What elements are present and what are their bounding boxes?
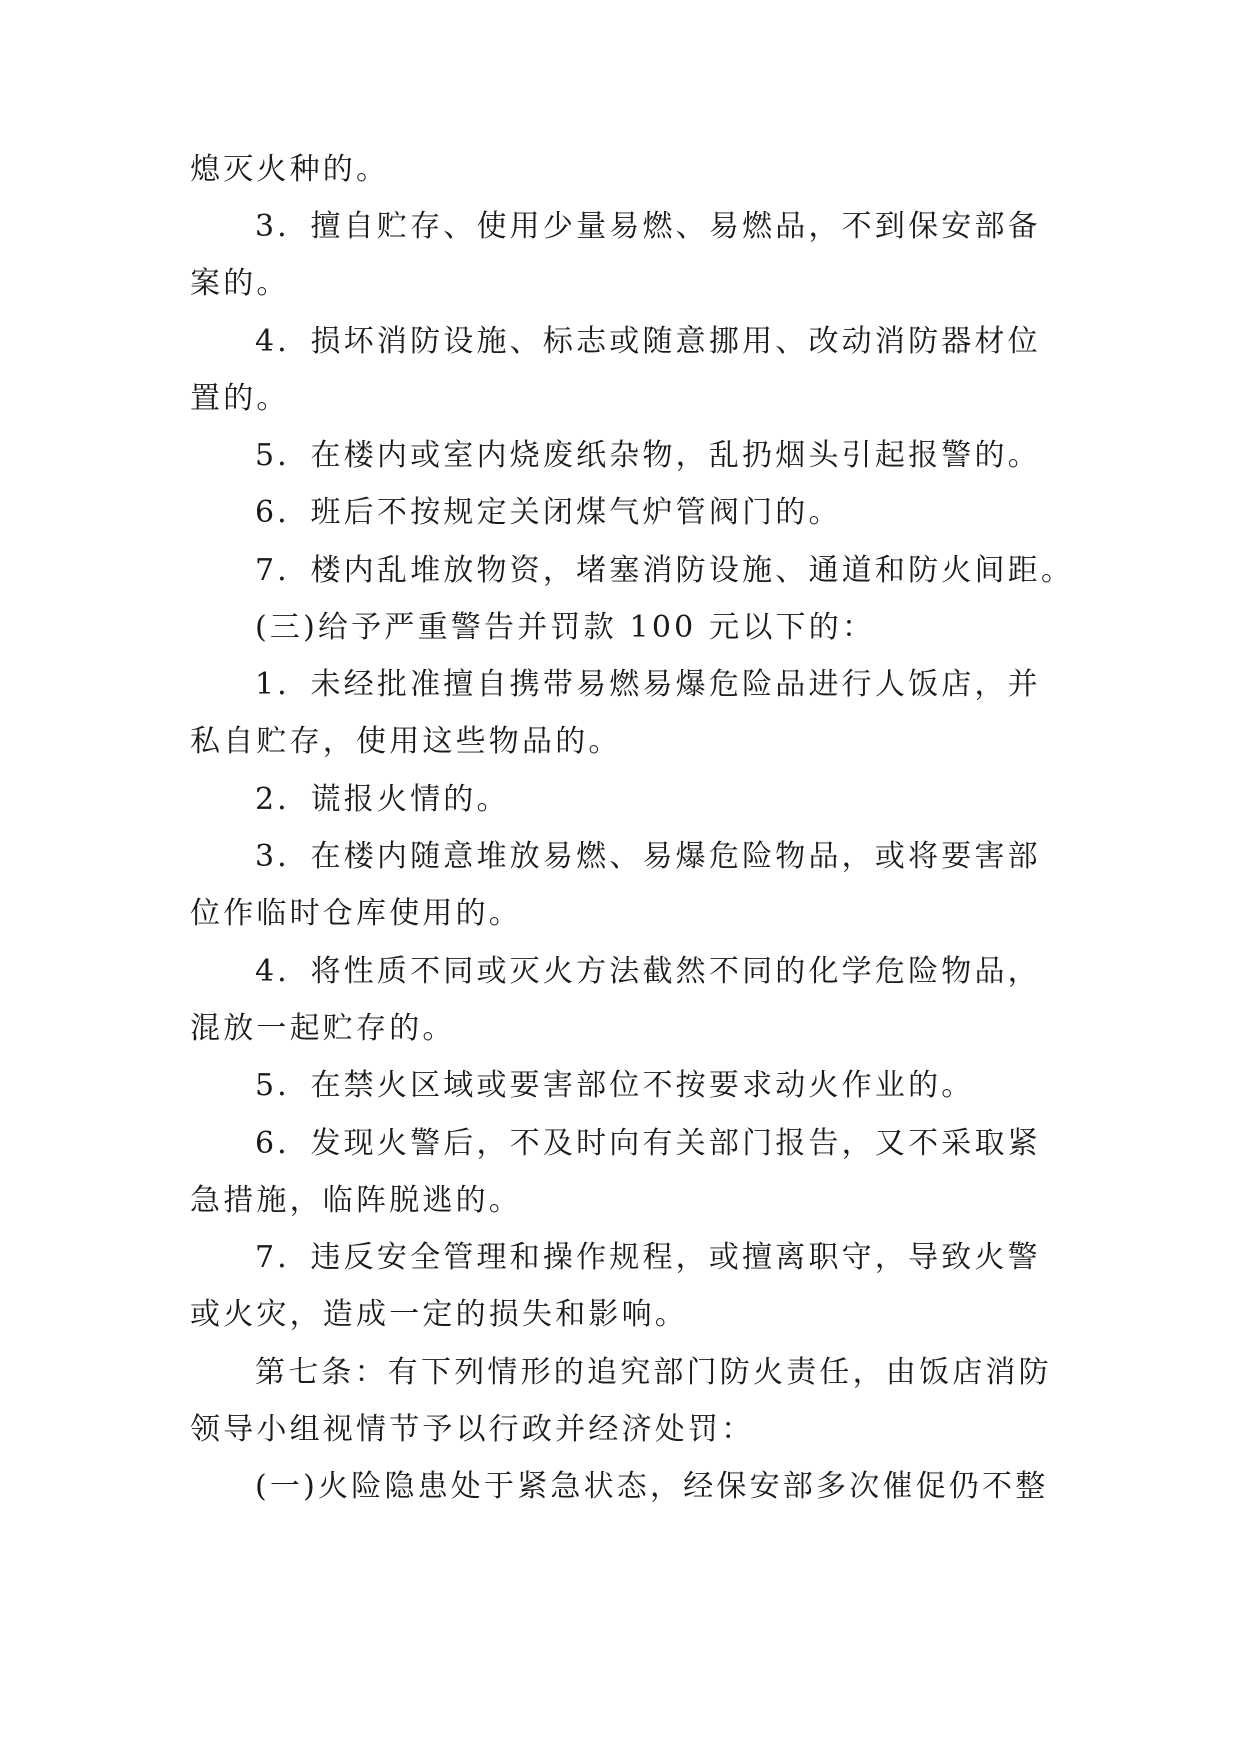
text-line: 7．违反安全管理和操作规程，或擅离职守，导致火警 [255,1240,1041,1275]
text-line: 急措施，临阵脱逃的。 [190,1183,522,1218]
text-line: 3．在楼内随意堆放易燃、易爆危险物品，或将要害部 [255,839,1041,874]
text-line: 位作临时仓库使用的。 [190,896,522,931]
text-line: (三)给予严重警告并罚款 100 元以下的： [255,610,876,645]
text-line: 6．发现火警后，不及时向有关部门报告，又不采取紧 [255,1126,1041,1161]
text-line: 5．在楼内或室内烧废纸杂物，乱扔烟头引起报警的。 [255,438,1041,473]
text-line: 2．谎报火情的。 [255,782,510,817]
text-line: (一)火险隐患处于紧急状态，经保安部多次催促仍不整 [255,1469,1049,1504]
text-line: 第七条：有下列情形的追究部门防火责任，由饭店消防 [255,1355,1052,1390]
text-line: 熄灭火种的。 [190,152,390,187]
text-line: 4．损坏消防设施、标志或随意挪用、改动消防器材位 [255,324,1041,359]
text-line: 私自贮存，使用这些物品的。 [190,724,622,759]
text-line: 3．擅自贮存、使用少量易燃、易燃品，不到保安部备 [255,209,1041,244]
text-line: 置的。 [190,381,290,416]
text-line: 或火灾，造成一定的损失和影响。 [190,1297,688,1332]
text-line: 1．未经批准擅自携带易燃易爆危险品进行人饭店，并 [255,667,1041,702]
text-line: 6．班后不按规定关闭煤气炉管阀门的。 [255,495,842,530]
text-line: 7．楼内乱堆放物资，堵塞消防设施、通道和防火间距。 [255,553,1075,588]
text-line: 混放一起贮存的。 [190,1011,456,1046]
text-line: 领导小组视情节予以行政并经济处罚： [190,1412,755,1447]
text-line: 案的。 [190,266,290,301]
text-line: 4．将性质不同或灭火方法截然不同的化学危险物品， [255,954,1041,989]
text-line: 5．在禁火区域或要害部位不按要求动火作业的。 [255,1068,975,1103]
